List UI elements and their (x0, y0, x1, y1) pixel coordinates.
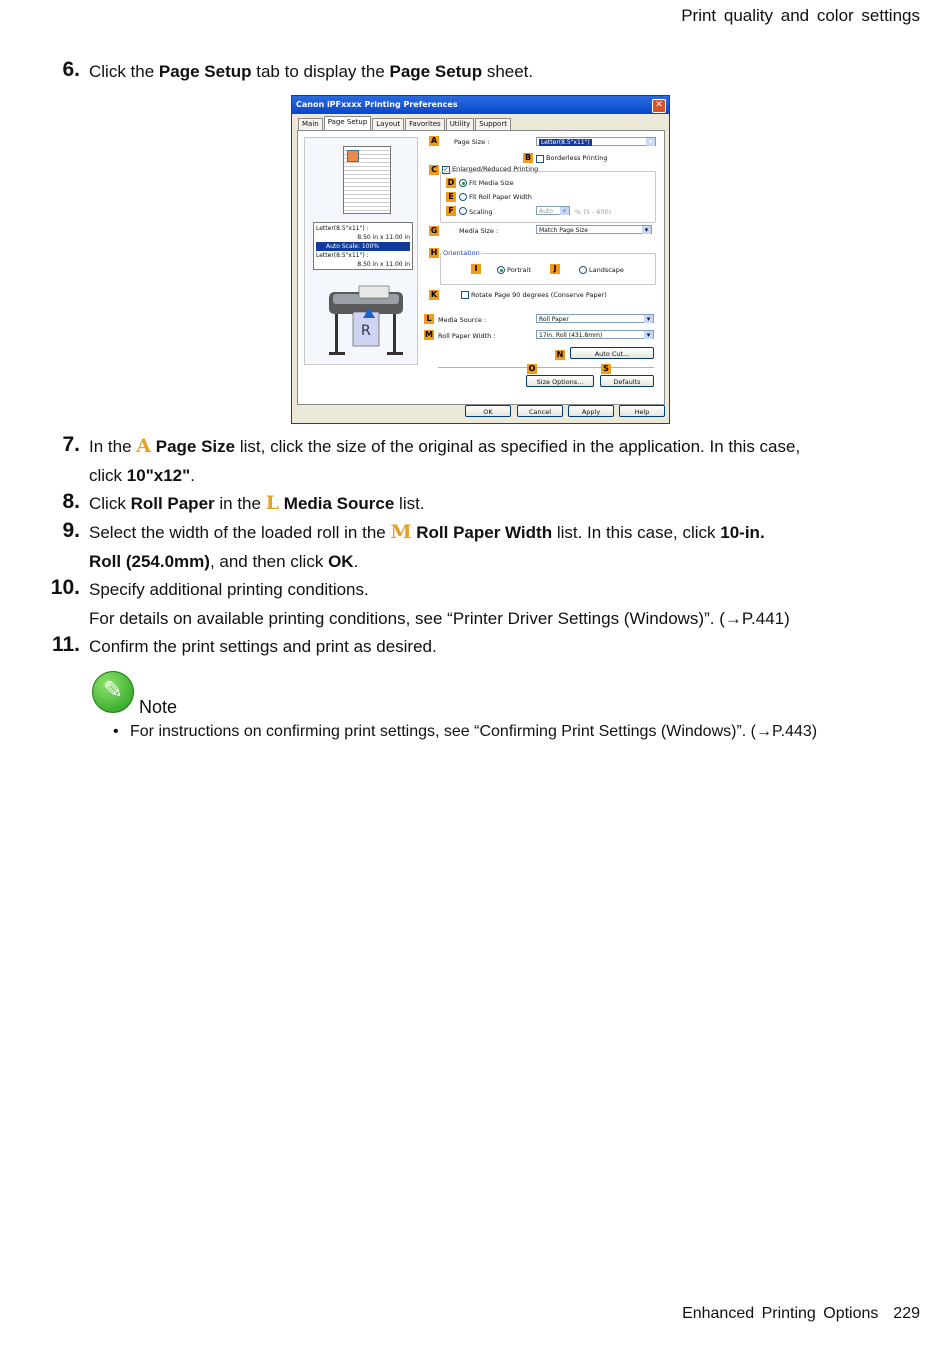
orientation-title: Orientation (443, 249, 480, 257)
step-6-text: Click the Page Setup tab to display the Page Setup sheet. (89, 62, 534, 81)
tab-layout[interactable]: Layout (372, 118, 404, 130)
tab-favorites[interactable]: Favorites (405, 118, 445, 130)
callout-label: E (446, 192, 456, 202)
roll-width-label: Roll Paper Width : (438, 332, 496, 340)
callout-label: G (430, 226, 438, 235)
info-line: 8.50 in x 11.00 in (357, 261, 410, 268)
step-10-text: Specify additional printing conditions. For details on available printing conditions, see “Printer Driver Settings (Windows)”. (→P.441) (89, 580, 790, 628)
callout-label: L (424, 314, 434, 324)
step-number: 9. (62, 519, 80, 542)
step-number: 6. (62, 58, 80, 81)
roll-width-select[interactable]: 17in. Roll (431.8mm) ▾ (536, 330, 654, 339)
callout-label: C (429, 165, 439, 175)
scaling-radio[interactable] (459, 207, 467, 215)
svg-text:R: R (361, 323, 371, 339)
divider (438, 367, 654, 368)
auto-cut-button[interactable]: Auto Cut... (570, 347, 654, 359)
printing-preferences-dialog (291, 95, 670, 424)
borderless-checkbox[interactable] (536, 155, 544, 163)
callout-label: N (556, 350, 564, 359)
step-11-text: Confirm the print settings and print as desired. (89, 637, 437, 656)
note-pencil-icon (92, 671, 134, 713)
fit-media-label: Fit Media Size (469, 179, 514, 187)
borderless-label: Borderless Printing (546, 154, 608, 162)
defaults-button[interactable]: Defaults (600, 375, 654, 387)
media-size-select[interactable]: Match Page Size ▾ (536, 225, 652, 234)
callout-label: B (524, 153, 532, 162)
landscape-radio[interactable] (579, 266, 587, 274)
callout-label: O (528, 364, 536, 373)
dialog-title-bar (292, 96, 669, 114)
info-line: Auto Scale: 100% (316, 242, 410, 251)
note-label: Note (139, 697, 178, 717)
step-number: 7. (62, 433, 80, 456)
size-options-button[interactable]: Size Options... (526, 375, 594, 387)
tab-support[interactable]: Support (475, 118, 511, 130)
media-source-select[interactable]: Roll Paper ▾ (536, 314, 654, 323)
step-8-text: Click Roll Paper in the L Media Source list. (89, 492, 425, 514)
landscape-label: Landscape (589, 266, 624, 274)
media-size-label: Media Size : (459, 227, 499, 235)
fit-roll-label: Fit Roll Paper Width (469, 193, 532, 201)
step-7-text: In the A Page Size list, click the size of the original as specified in the application. In this case, click 10"x12". (89, 435, 801, 485)
fit-roll-radio[interactable] (459, 193, 467, 201)
apply-button[interactable]: Apply (568, 405, 614, 417)
info-line: Letter(8.5"x11") : (316, 252, 369, 259)
callout-label: M (425, 330, 433, 339)
scaling-label: Scaling (469, 208, 493, 216)
callout-label: F (446, 206, 456, 216)
enlarged-label: Enlarged/Reduced Printing (452, 165, 539, 173)
portrait-label: Portrait (507, 266, 531, 274)
note-text: For instructions on confirming print settings, see “Confirming Print Settings (Windows)”. (→P.443) (130, 723, 818, 740)
step-number: 11. (51, 633, 80, 656)
page-number: 229 (893, 1305, 920, 1322)
bullet: • (113, 723, 119, 740)
tab-main[interactable]: Main (298, 118, 323, 130)
preview-area (304, 137, 418, 365)
printer-illustration-icon (323, 278, 409, 360)
fit-media-radio[interactable] (459, 179, 467, 187)
help-button[interactable]: Help (619, 405, 665, 417)
running-header: Print quality and color settings (681, 6, 920, 25)
ok-button[interactable]: OK (465, 405, 511, 417)
enlarged-checkbox[interactable]: ✓ (443, 166, 449, 173)
cancel-button[interactable]: Cancel (517, 405, 563, 417)
rotate-label: Rotate Page 90 degrees (Conserve Paper) (471, 291, 607, 299)
rotate-checkbox[interactable] (461, 291, 469, 299)
callout-label: K (430, 290, 438, 299)
callout-label: J (550, 264, 560, 274)
callout-label: I (471, 264, 481, 274)
portrait-radio[interactable] (497, 266, 505, 274)
image-thumbnail-icon (347, 150, 359, 162)
tab-page-setup[interactable]: Page Setup (324, 116, 372, 130)
page-size-select[interactable]: Letter(8.5"x11") ▾ (536, 137, 656, 146)
step-number: 8. (62, 490, 80, 513)
page-setup-panel (297, 130, 665, 405)
callout-label: H (430, 248, 438, 257)
size-info-box (313, 222, 413, 270)
footer-title: Enhanced Printing Options (682, 1305, 879, 1322)
close-icon[interactable]: ✕ (652, 99, 666, 113)
info-line: 8.50 in x 11.00 in (357, 234, 410, 241)
page-preview (343, 146, 391, 214)
callout-label: A (430, 136, 438, 145)
tab-utility[interactable]: Utility (446, 118, 475, 130)
info-line: Letter(8.5"x11") : (316, 225, 369, 232)
dialog-title: Canon iPFxxxx Printing Preferences (296, 100, 458, 109)
step-9-text: Select the width of the loaded roll in the M Roll Paper Width list. In this case, click 10-in. Roll (254.0mm), and then click OK. (89, 521, 765, 571)
callout-label: D (447, 178, 455, 187)
running-footer (682, 1305, 920, 1323)
media-source-label: Media Source : (438, 316, 487, 324)
tab-bar (298, 118, 512, 130)
step-number: 10. (50, 576, 80, 599)
callout-label: S (601, 364, 611, 374)
scaling-input[interactable]: Auto ▾ (536, 206, 570, 215)
scaling-range: % (5 - 600) (575, 208, 612, 216)
page-size-label: Page Size : (454, 138, 490, 146)
